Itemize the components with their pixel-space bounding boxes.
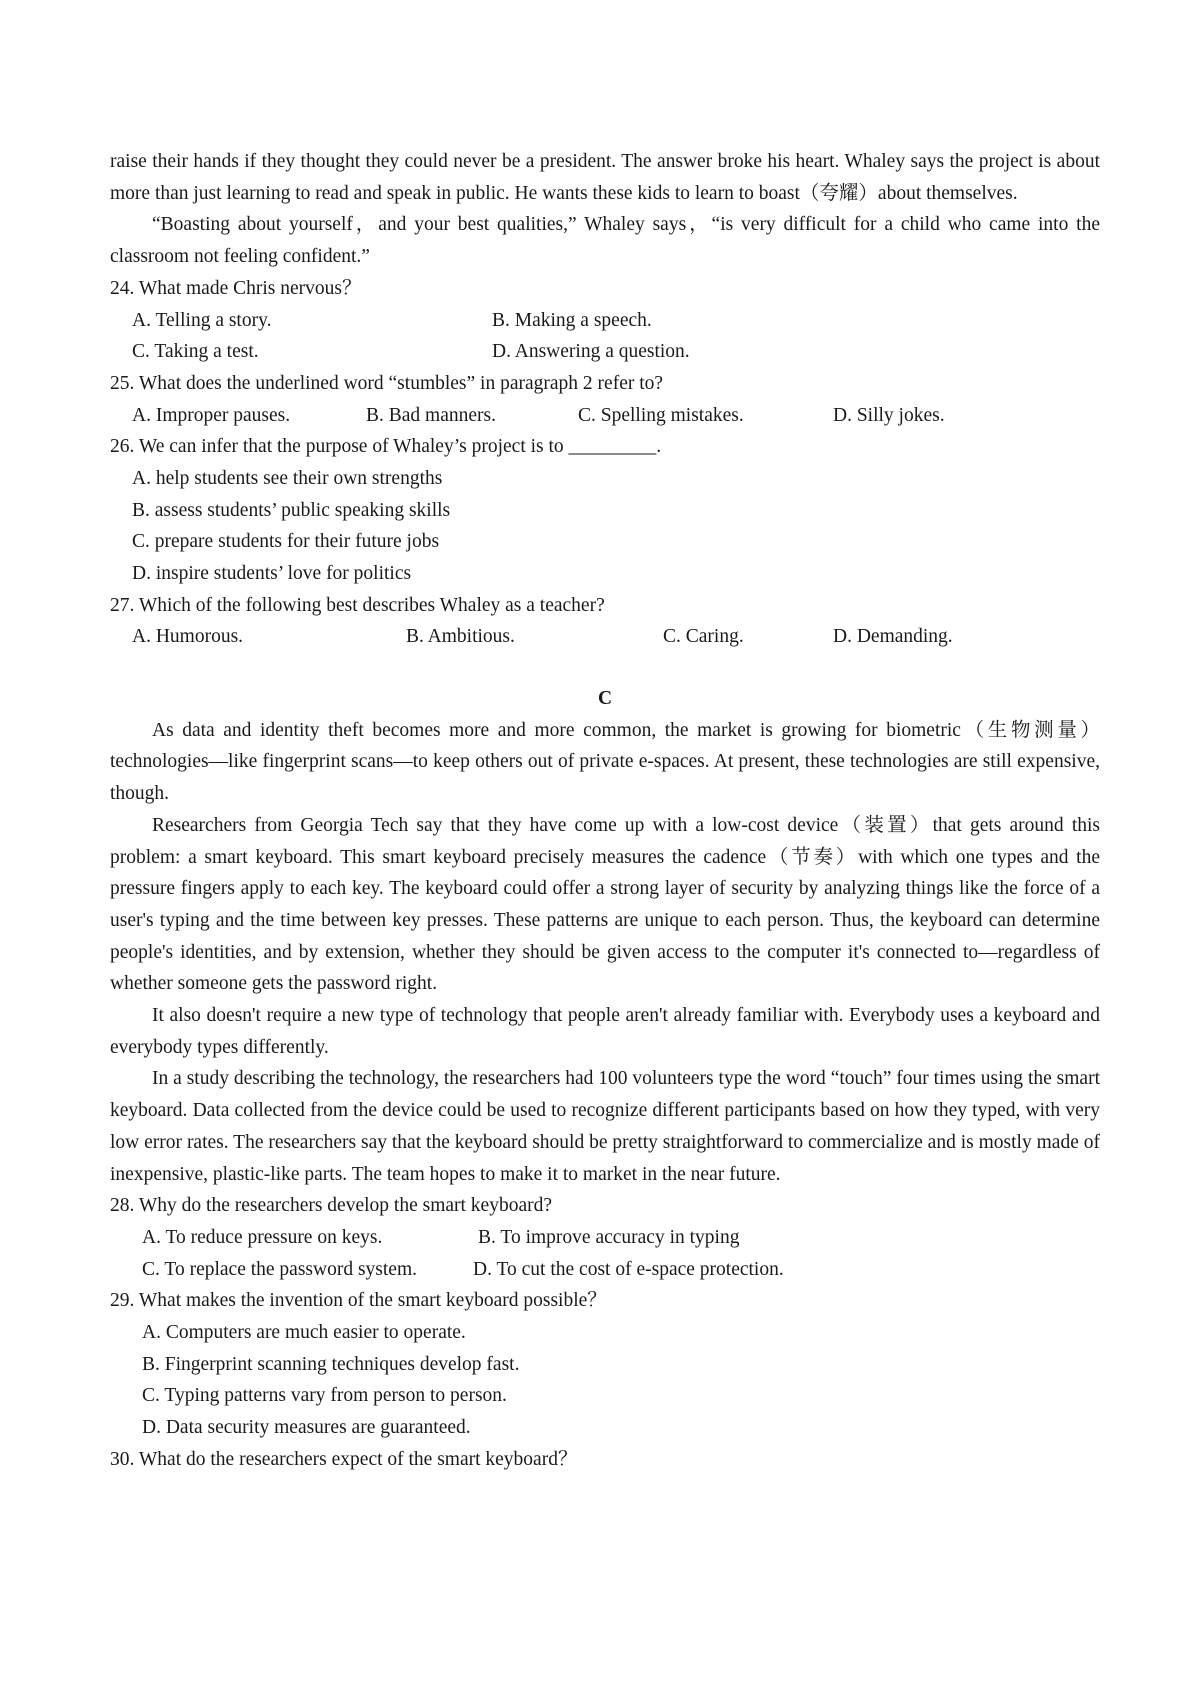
passage-c-paragraph: Researchers from Georgia Tech say that they have come up with a low-cost device（装置）that gets around this problem: a smart keyboard. This smart keyboard precisely measures the cadence（节奏）with which one types and the pressure fingers apply to each key. The keyboard could offer a strong layer of security by analyzing things like the force of a user's typing and the time between key presses. These patterns are unique to each person. Thus, the keyboard can determine people's identities, and by extension, whether they should be given access to the computer it's connected to—regardless of whether someone gets the password right. (110, 814, 1100, 995)
option-d: D. Data security measures are guaranteed. (142, 1417, 471, 1439)
passage-c-paragraph: As data and identity theft becomes more and more common, the market is growing for biometric（生物测量）technologies—like fingerprint scans—to keep others out of private e-spaces. At present, these technologies are still expensive, though. (110, 719, 1100, 805)
option-d: D. inspire students’ love for politics (132, 563, 412, 584)
option-c: C. Spelling mistakes. (578, 404, 744, 426)
option-c: C. prepare students for their future jobs (132, 531, 440, 553)
option-row (110, 495, 1100, 527)
option-a: A. Computers are much easier to operate. (142, 1322, 466, 1344)
option-b: B. assess students’ public speaking skills (132, 499, 451, 521)
option-a: A. Telling a story. (132, 309, 272, 331)
option-d: D. To cut the cost of e-space protection. (473, 1258, 784, 1280)
option-d: D. Silly jokes. (833, 404, 945, 426)
option-c: C. Caring. (663, 626, 744, 648)
passage-b-paragraph: “Boasting about yourself，and your best qualities,” Whaley says，“is very difficult for a child who came into the classroom not feeling confident.” (110, 214, 1100, 268)
option-row (110, 1349, 1100, 1381)
option-row (110, 1380, 1100, 1412)
option-b: B. Fingerprint scanning techniques develop fast. (142, 1353, 520, 1375)
option-row (110, 336, 1100, 368)
question-stem: 25. What does the underlined word “stumbles” in paragraph 2 refer to? (110, 372, 664, 394)
option-row (110, 558, 1100, 590)
option-b: B. Making a speech. (492, 309, 652, 331)
option-row (110, 400, 1100, 432)
option-row (110, 1222, 1100, 1254)
option-a: A. help students see their own strengths (132, 467, 443, 489)
section-heading: C (597, 688, 613, 710)
option-row (110, 1412, 1100, 1444)
option-d: D. Demanding. (833, 626, 953, 648)
question-stem: 29. What makes the invention of the smart keyboard possible？ (110, 1290, 607, 1312)
option-b: B. To improve accuracy in typing (478, 1226, 740, 1248)
option-row (110, 526, 1100, 558)
option-row (110, 1317, 1100, 1349)
option-row (110, 305, 1100, 337)
question-stem: 28. Why do the researchers develop the smart keyboard? (110, 1195, 553, 1217)
question-stem: 27. Which of the following best describes Whaley as a teacher? (110, 594, 605, 616)
passage-b-paragraph: raise their hands if they thought they could never be a president. The answer broke his heart. Whaley says the project is about more than just learning to read and speak in public. He wants these kids to learn to boast（夸耀）about themselves. (110, 151, 1100, 204)
option-row (110, 1254, 1100, 1286)
option-d: D. Answering a question. (492, 341, 690, 363)
question-stem: 30. What do the researchers expect of the smart keyboard？ (110, 1448, 578, 1470)
page-content (110, 146, 1100, 1475)
question-stem: 26. We can infer that the purpose of Whaley’s project is to _________. (110, 436, 662, 458)
option-a: A. Humorous. (132, 626, 244, 648)
passage-c-paragraph: In a study describing the technology, the researchers had 100 volunteers type the word “touch” four times using the smart keyboard. Data collected from the device could be used to recognize different participants based on how they typed, with very low error rates. The researchers say that the keyboard should be pretty straightforward to commercialize and is mostly made of inexpensive, plastic-like parts. The team hopes to make it to market in the near future. (110, 1068, 1100, 1185)
option-b: B. Ambitious. (406, 626, 515, 648)
option-c: C. To replace the password system. (142, 1258, 418, 1280)
option-a: A. Improper pauses. (132, 404, 291, 426)
passage-c-paragraph: It also doesn't require a new type of technology that people aren't already familiar with. Everybody uses a keyboard and everybody types differently. (110, 1005, 1100, 1058)
option-row (110, 621, 1100, 653)
question-stem: 24. What made Chris nervous？ (110, 277, 362, 299)
option-a: A. To reduce pressure on keys. (142, 1226, 383, 1248)
option-b: B. Bad manners. (366, 404, 496, 426)
option-c: C. Taking a test. (132, 341, 259, 363)
option-row (110, 463, 1100, 495)
option-c: C. Typing patterns vary from person to person. (142, 1385, 507, 1407)
